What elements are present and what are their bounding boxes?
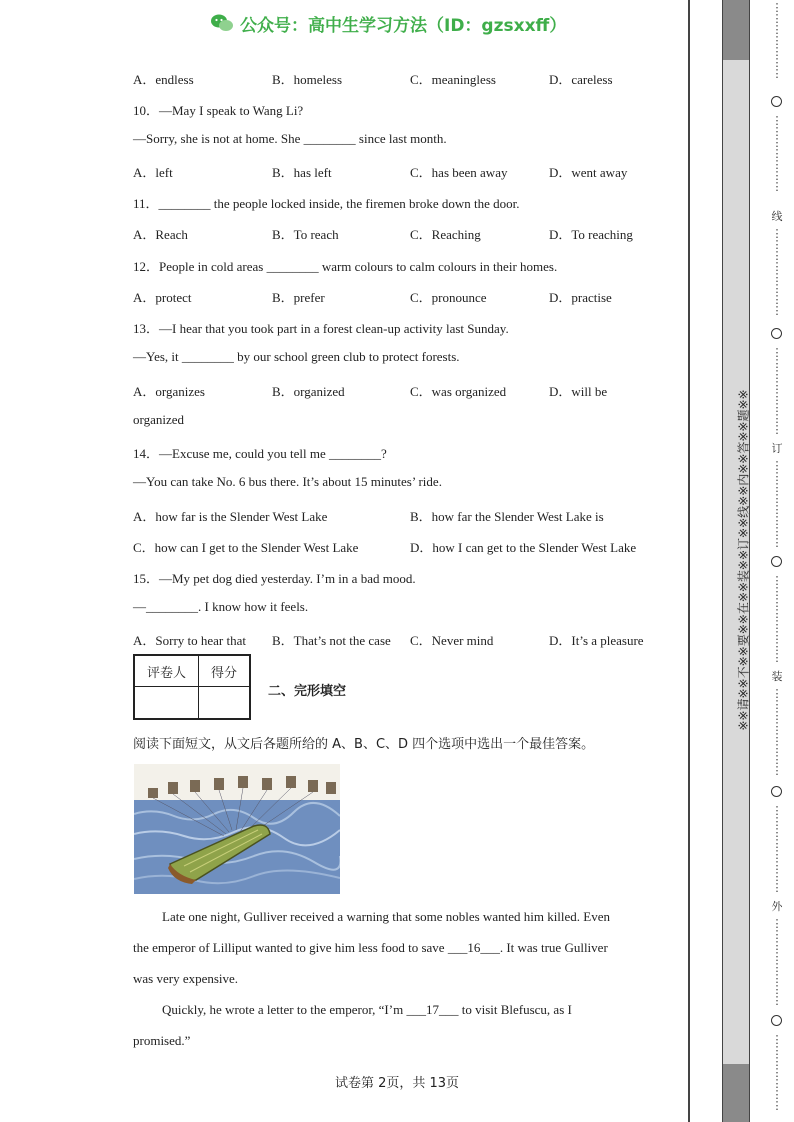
q15-option-a: A．Sorry to hear that xyxy=(133,633,247,648)
q15-option-d: D．It’s a pleasure xyxy=(549,633,644,648)
blank-17: ___17___ xyxy=(406,1002,459,1017)
cut-dots: ⋮ ⋮ ⋮ ⋮ ⋮ ⋮ ⋮ xyxy=(771,114,783,193)
score-cell xyxy=(199,687,249,718)
q12-option-b: B．prefer xyxy=(272,290,325,305)
section-instruction: 阅读下面短文，从文后各题所给的 A、B、C、D 四个选项中选出一个最佳答案。 xyxy=(133,737,595,752)
binding-hole-icon xyxy=(771,1015,782,1026)
passage-p2-line1-pre: Quickly, he wrote a letter to the emperor, “I’m xyxy=(162,1002,407,1017)
passage-p2-line1-post: to visit Blefuscu, as I xyxy=(458,1002,572,1017)
cut-label-zhuang: 装 xyxy=(771,670,783,683)
q11-option-c: C．Reaching xyxy=(410,227,481,242)
watermark-header xyxy=(210,10,590,36)
q12-option-d: D．practise xyxy=(549,290,612,305)
grader-cell xyxy=(135,687,199,718)
gulliver-illustration xyxy=(134,764,340,894)
q10-option-a: A．left xyxy=(133,165,173,180)
q11-option-a: A．Reach xyxy=(133,227,188,242)
cut-dots: ⋮ ⋮ ⋮ ⋮ ⋮ ⋮ ⋮ ⋮ xyxy=(771,917,783,1007)
header-text: 公众号：高中生学习方法（ID：gzsxxff） xyxy=(240,15,567,36)
q15-stem: 15．—My pet dog died yesterday. I’m in a bad mood. xyxy=(133,571,416,586)
binding-hole-icon xyxy=(771,556,782,567)
passage-p2-line1 xyxy=(162,1002,572,1018)
binding-strip-bottom xyxy=(723,1064,749,1122)
section-title: 二、完形填空 xyxy=(268,684,347,699)
page-footer: 试卷第 2页，共 13页 xyxy=(334,1076,460,1091)
passage-p2-line2: promised.” xyxy=(133,1033,191,1048)
q12-option-c: C．pronounce xyxy=(410,290,487,305)
q15-option-b: B．That’s not the case xyxy=(272,633,391,648)
q10-option-b: B．has left xyxy=(272,165,332,180)
score-table xyxy=(133,654,251,720)
q10-option-d: D．went away xyxy=(549,165,628,180)
cut-line xyxy=(771,0,783,1122)
q12-option-a: A．protect xyxy=(133,290,192,305)
cut-dots: ⋮ ⋮ ⋮ ⋮ ⋮ ⋮ ⋮ xyxy=(771,1033,783,1112)
q13-option-d: D．will be xyxy=(549,384,608,399)
binding-strip-top xyxy=(723,0,749,60)
cut-dots: ⋮ ⋮ ⋮ ⋮ ⋮ ⋮ ⋮ ⋮ xyxy=(771,574,783,664)
q11-option-b: B．To reach xyxy=(272,227,339,242)
passage-p1-line2 xyxy=(133,940,608,956)
blank-16: ___16___ xyxy=(447,940,500,955)
q14-stem: 14．—Excuse me, could you tell me ________? xyxy=(133,446,387,461)
q15-line2: —________. I know how it feels. xyxy=(133,599,309,614)
cut-dots: ⋮ ⋮ ⋮ ⋮ ⋮ ⋮ ⋮ ⋮ xyxy=(771,227,783,317)
q14-option-c: C．how can I get to the Slender West Lake xyxy=(133,540,359,555)
cut-label-xian: 线 xyxy=(771,210,783,223)
passage-p1-line2-pre: the emperor of Lilliput wanted to give him less food to save xyxy=(133,940,448,955)
passage-p1-line3: was very expensive. xyxy=(133,971,239,986)
q13-option-c: C．was organized xyxy=(410,384,507,399)
grader-label: 评卷人 xyxy=(135,656,199,687)
cut-dots: ⋮ ⋮ ⋮ ⋮ ⋮ ⋮ ⋮ ⋮ xyxy=(771,346,783,436)
binding-hole-icon xyxy=(771,786,782,797)
q13-option-b: B．organized xyxy=(272,384,345,399)
cut-dots: ⋮ ⋮ ⋮ ⋮ ⋮ ⋮ ⋮ ⋮ xyxy=(771,459,783,549)
cut-dots: ⋮ ⋮ ⋮ ⋮ ⋮ ⋮ ⋮ ⋮ xyxy=(771,687,783,777)
cut-label-ding: 订 xyxy=(771,442,783,455)
cut-label-wai: 外 xyxy=(771,900,783,913)
q13-line2: —Yes, it ________ by our school green club to protect forests. xyxy=(133,349,460,364)
q9-option-b: B．homeless xyxy=(272,72,343,87)
score-label: 得分 xyxy=(199,656,249,687)
q10-option-c: C．has been away xyxy=(410,165,508,180)
passage-p1-line2-post: . It was true Gulliver xyxy=(499,940,608,955)
binding-warning: ※※请※※不※※要※※在※※装※※订※※线※※内※※答※※题※※ xyxy=(736,389,751,731)
q14-option-b: B．how far the Slender West Lake is xyxy=(410,509,604,524)
binding-hole-icon xyxy=(771,328,782,339)
q14-line2: —You can take No. 6 bus there. It’s about 15 minutes’ ride. xyxy=(133,474,442,489)
q13-option-d-wrap: organized xyxy=(133,412,185,427)
q9-option-a: A．endless xyxy=(133,72,194,87)
q15-option-c: C．Never mind xyxy=(410,633,494,648)
q13-stem: 13．—I hear that you took part in a forest clean-up activity last Sunday. xyxy=(133,321,509,336)
wechat-icon xyxy=(210,13,234,33)
q10-line2: —Sorry, she is not at home. She ________ since last month. xyxy=(133,131,447,146)
q9-option-d: D．careless xyxy=(549,72,613,87)
q9-option-c: C．meaningless xyxy=(410,72,496,87)
q11-option-d: D．To reaching xyxy=(549,227,633,242)
q14-option-a: A．how far is the Slender West Lake xyxy=(133,509,328,524)
q11-stem: 11．________ the people locked inside, the firemen broke down the door. xyxy=(133,196,520,211)
q14-option-d: D．how I can get to the Slender West Lake xyxy=(410,540,637,555)
passage-p1-line1: Late one night, Gulliver received a warning that some nobles wanted him killed. Even xyxy=(162,909,611,924)
cut-dots: ⋮ ⋮ ⋮ ⋮ ⋮ ⋮ ⋮ xyxy=(771,1,783,80)
binding-hole-icon xyxy=(771,96,782,107)
q12-stem: 12．People in cold areas ________ warm colours to calm colours in their homes. xyxy=(133,259,558,274)
binding-border xyxy=(688,0,690,1122)
q10-stem: 10．—May I speak to Wang Li? xyxy=(133,103,304,118)
q13-option-a: A．organizes xyxy=(133,384,205,399)
cut-dots: ⋮ ⋮ ⋮ ⋮ ⋮ ⋮ ⋮ ⋮ xyxy=(771,804,783,894)
